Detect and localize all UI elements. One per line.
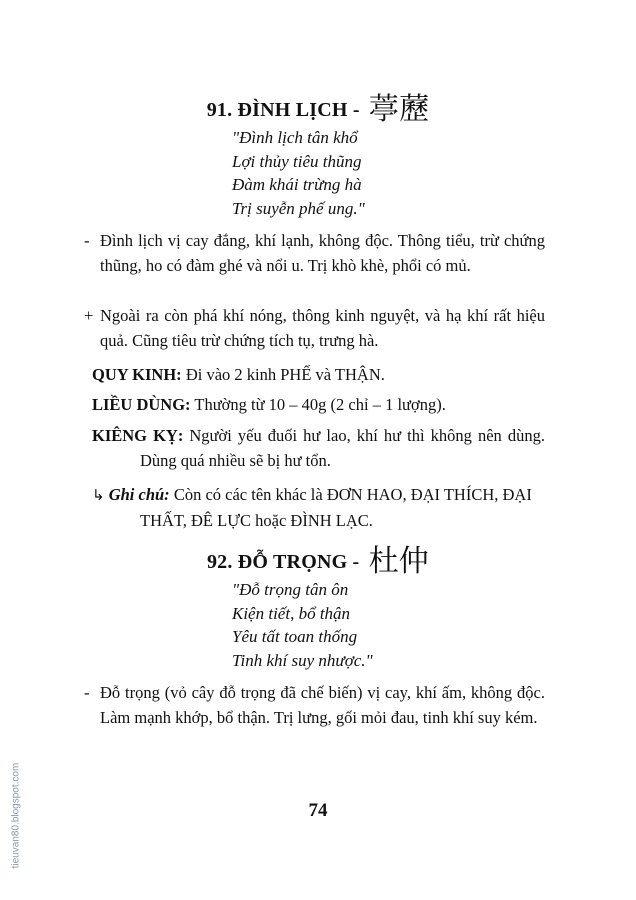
description-text: Đỗ trọng (vỏ cây đỗ trọng đã chế biến) vị cay, khí ấm, không độc. Làm mạnh khớp, bổ thận. Trị lưng, gối mỏi đau, tinh khí suy kém. bbox=[100, 683, 545, 727]
watermark: tieuvan80.blogspot.com bbox=[10, 762, 22, 869]
poem-line: Yêu tất toan thống bbox=[232, 627, 358, 646]
poem-line: "Đình lịch tân khổ bbox=[232, 128, 358, 147]
han-characters: 杜仲 bbox=[368, 544, 430, 579]
quy-kinh-line bbox=[92, 362, 545, 387]
kieng-ky-line bbox=[92, 423, 545, 473]
lieu-dung-line bbox=[92, 392, 545, 417]
poem-line: Trị suyễn phế ung." bbox=[232, 198, 365, 218]
page-number: 74 bbox=[308, 800, 328, 821]
bullet-plus: + bbox=[84, 306, 94, 325]
poem-dinh-lich bbox=[232, 126, 365, 220]
section-title: 91. ĐÌNH LỊCH - bbox=[206, 99, 365, 121]
section-heading-dinh-lich bbox=[0, 84, 636, 128]
description-text: Ngoài ra còn phá khí nóng, thông kinh nguyệt, và hạ khí rất hiệu quả. Cũng tiêu trừ chứng tích tụ, trưng hà. bbox=[100, 306, 545, 350]
section-title: 92. ĐỖ TRỌNG - bbox=[206, 551, 365, 573]
kieng-ky-label: KIÊNG KỴ: bbox=[92, 426, 184, 445]
poem-line: Kiện tiết, bổ thận bbox=[232, 603, 351, 623]
poem-line: Tinh khí suy nhược." bbox=[232, 650, 373, 670]
description-item bbox=[84, 303, 545, 353]
han-characters: 葶藶 bbox=[368, 92, 430, 127]
poem-line: Đàm khái trừng hà bbox=[232, 175, 362, 194]
lieu-dung-text: Thường từ 10 – 40g (2 chỉ – 1 lượng). bbox=[190, 395, 446, 414]
kieng-ky-text: Người yếu đuối hư lao, khí hư thì không nên dùng. Dùng quá nhiều sẽ bị hư tổn. bbox=[140, 426, 545, 470]
quy-kinh-label: QUY KINH: bbox=[92, 365, 182, 384]
lieu-dung-label: LIỀU DÙNG: bbox=[92, 395, 191, 414]
description-item bbox=[84, 228, 545, 278]
poem-line: "Đỗ trọng tân ôn bbox=[232, 580, 349, 599]
poem-line: Lợi thủy tiêu thũng bbox=[232, 151, 362, 171]
poem-do-trong bbox=[232, 578, 373, 672]
ghi-chu-note bbox=[92, 482, 545, 533]
quy-kinh-text: Đi vào 2 kinh PHẾ và THẬN. bbox=[181, 365, 385, 384]
section-heading-do-trong bbox=[0, 536, 636, 580]
bullet-dash: - bbox=[84, 231, 90, 250]
description-text: Đình lịch vị cay đắng, khí lạnh, không độc. Thông tiểu, trừ chứng thũng, ho có đàm ghé và nổi u. Trị khò khè, phổi có mủ. bbox=[100, 231, 545, 275]
note-arrow-icon: ↳ bbox=[92, 486, 105, 504]
description-item bbox=[84, 680, 545, 730]
ghi-chu-label: Ghi chú: bbox=[104, 485, 170, 504]
ghi-chu-text: Còn có các tên khác là ĐƠN HAO, ĐẠI THÍCH, ĐẠI THẤT, ĐÊ LỰC hoặc ĐÌNH LẠC. bbox=[140, 485, 532, 530]
bullet-dash: - bbox=[84, 683, 90, 702]
